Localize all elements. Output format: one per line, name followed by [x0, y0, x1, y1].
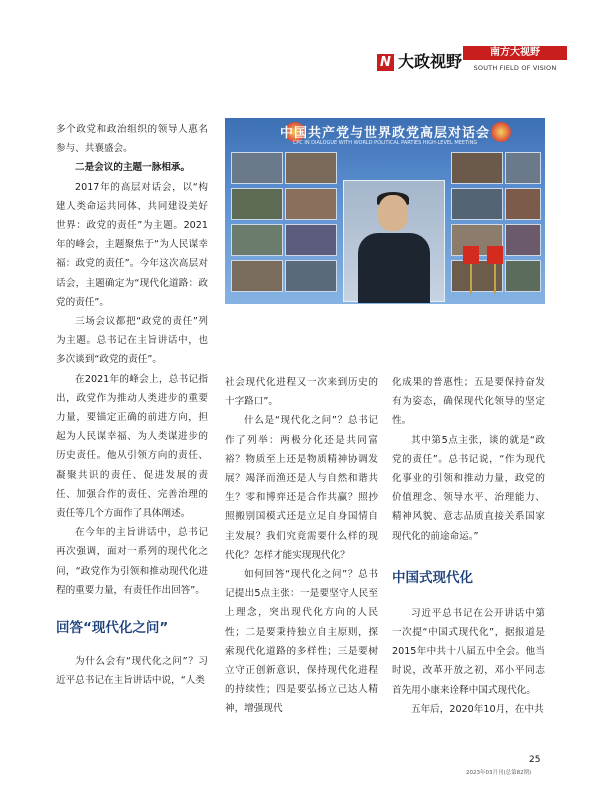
text-column-1	[56, 120, 208, 690]
paragraph: 在今年的主旨讲话中，总书记再次强调，面对一系列的现代化之问，“政党作为引领和推动现代化进程的重要力量，有责任作出回答”。	[56, 527, 208, 596]
page-number: 25	[529, 755, 541, 765]
paragraph: 三场会议都把“政党的责任”列为主题。总书记在主旨讲话中，也多次谈到“政党的责任”。	[56, 316, 208, 366]
masthead-logo-text: 大政视野	[398, 52, 463, 71]
video-tile	[505, 152, 541, 184]
flag-pole	[470, 264, 472, 294]
issue-label: 2023年03月刊(总第82期)	[466, 770, 532, 776]
video-tile	[505, 260, 541, 292]
masthead	[377, 46, 567, 78]
photo-banner-subtitle: CPC IN DIALOGUE WITH WORLD POLITICAL PARTIES HIGH-LEVEL MEETING	[292, 140, 478, 146]
logo-icon: N	[377, 54, 394, 71]
paragraph: 多个政党和政治组织的领导人惠名参与、共襄盛会。	[56, 124, 208, 155]
section-english: SOUTH FIELD OF VISION	[473, 64, 557, 72]
paragraph: 什么是“现代化之问”？总书记作了列举：两极分化还是共同富裕？物质至上还是物质精神协调发展？竭泽而渔还是人与自然和谐共生？零和博弈还是合作共赢？照抄照搬别国模式还是立足自身国情自主发展？我们究竟需要什么样的现代化？怎样才能实现现代化？	[225, 415, 378, 561]
video-tile	[285, 260, 337, 292]
flag-icon	[487, 246, 503, 264]
flag-icon	[463, 246, 479, 264]
paragraph: 习近平总书记在公开讲话中第一次提“中国式现代化”，据报道是2015年中共十八届五中全会。他当时说，改革开放之初，邓小平同志首先用小康来诠释中国式现代化。	[392, 607, 545, 696]
flag-pole	[494, 264, 496, 294]
paragraph: 为什么会有“现代化之问”？习近平总书记在主旨讲话中说，“人类	[56, 656, 208, 687]
photo-banner-title: 中国共产党与世界政党高层对话会	[279, 126, 490, 141]
video-tile	[285, 152, 337, 184]
video-tile	[231, 260, 283, 292]
meeting-photo	[225, 118, 545, 304]
video-tile	[231, 152, 283, 184]
section-heading: 回答“现代化之问”	[56, 620, 169, 637]
paragraph: 在2021年的峰会上，总书记指出，政党作为推动人类进步的重要力量，要锚定正确的前进方向，担起为人民谋幸福、为人类谋进步的历史责任。他从引领方向的责任、凝聚共识的责任、促进发展的责任、加强合作的责任、完善治理的责任等几个方面作了具体阐述。	[56, 373, 208, 520]
video-tile	[505, 188, 541, 220]
video-tile	[451, 188, 503, 220]
section-title: 南方大视野	[463, 46, 567, 60]
text-column-2	[225, 373, 378, 719]
video-tile	[231, 188, 283, 220]
video-tile	[285, 188, 337, 220]
video-tile	[231, 224, 283, 256]
video-tile	[451, 152, 503, 184]
paragraph: 其中第5点主张，谈的就是“政党的责任”。总书记说，“作为现代化事业的引领和推动力量，政党的价值理念、领导水平、治理能力、精神风貌、意志品质直接关系国家现代化的前途命运。”	[392, 434, 545, 542]
paragraph: 化成果的普惠性；五是要保持奋发有为姿态，确保现代化领导的坚定性。	[392, 377, 545, 427]
paragraph: 如何回答“现代化之问”？总书记提出5点主张：一是要坚守人民至上理念，突出现代化方向的人民性；二是要秉持独立自主原则，探索现代化道路的多样性；三是要树立守正创新意识，保持现代化进程的持续性；四是要弘扬立己达人精神，增强现代	[225, 569, 378, 715]
paragraph: 二是会议的主题一脉相承。	[75, 162, 191, 174]
section-heading: 中国式现代化	[392, 569, 473, 586]
paragraph: 2017年的高层对话会，以“构建人类命运共同体、共同建设美好世界：政党的责任”为主题。2021年的峰会，主题聚焦于“为人民谋幸福：政党的责任”。今年这次高层对话会，主题确定为“现代化道路：政党的责任”。	[56, 181, 208, 308]
speaker-head	[378, 195, 408, 231]
video-tile	[505, 224, 541, 256]
text-column-3	[392, 373, 545, 719]
paragraph: 五年后，2020年10月，在中共	[411, 703, 544, 715]
speaker-suit	[358, 233, 430, 303]
main-speaker-tile	[343, 180, 445, 302]
paragraph: 社会现代化进程又一次来到历史的十字路口”。	[225, 377, 378, 408]
video-tile	[285, 224, 337, 256]
